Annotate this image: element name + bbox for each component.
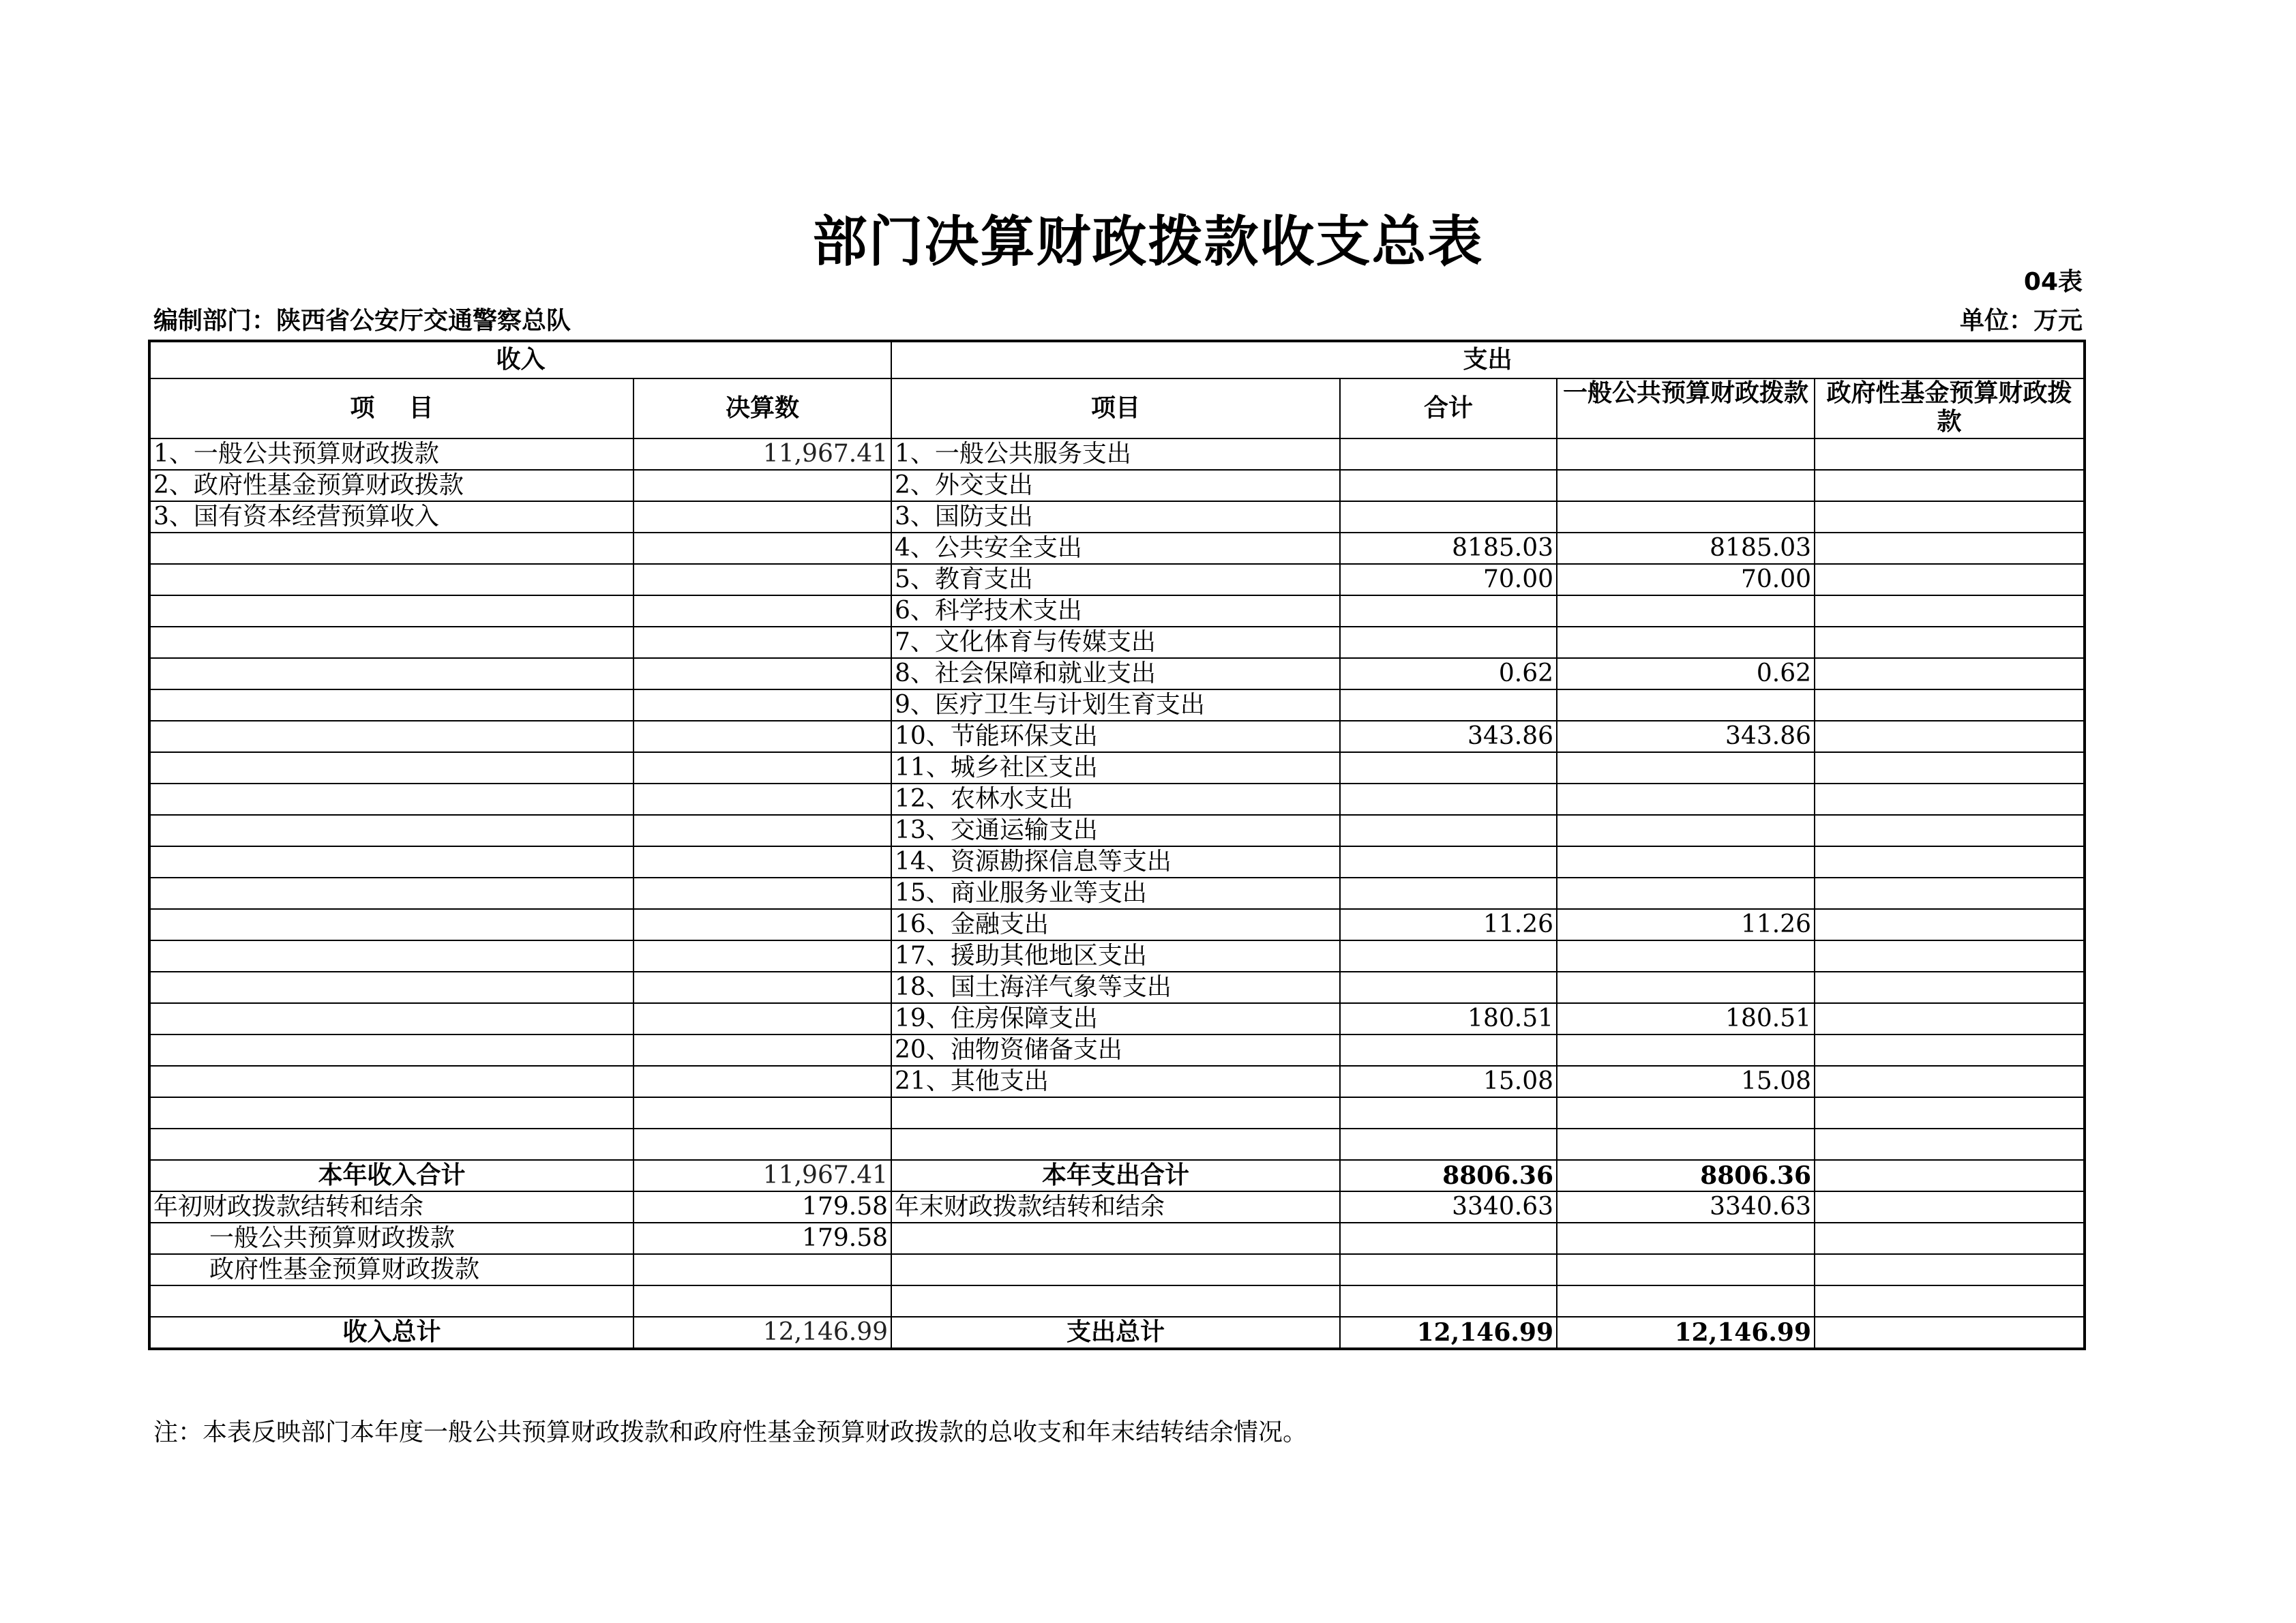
col-header-total: 合计 bbox=[1340, 378, 1557, 438]
income-grand-label: 收入总计 bbox=[149, 1317, 633, 1349]
table-row bbox=[149, 1003, 2085, 1034]
expense-item-fund bbox=[1815, 1034, 2085, 1066]
expense-item-general bbox=[1557, 815, 1815, 846]
expense-item-fund bbox=[1815, 784, 2085, 815]
expense-item-fund bbox=[1815, 689, 2085, 721]
expense-item-label: 14、资源勘探信息等支出 bbox=[891, 846, 1340, 878]
table-row bbox=[149, 689, 2085, 721]
blank bbox=[1557, 1285, 1815, 1317]
expense-total-value: 8806.36 bbox=[1340, 1160, 1557, 1191]
expense-item-total bbox=[1340, 689, 1557, 721]
col-header-general: 一般公共预算财政拨款 bbox=[1557, 378, 1815, 438]
table-row bbox=[149, 752, 2085, 784]
expense-item-general bbox=[1557, 1034, 1815, 1066]
income-item-value bbox=[633, 1066, 891, 1097]
expense-item-fund bbox=[1815, 564, 2085, 595]
expense-item-label: 2、外交支出 bbox=[891, 470, 1340, 501]
expense-item-fund bbox=[1815, 1066, 2085, 1097]
expense-item-total bbox=[1340, 501, 1557, 533]
expense-item-total bbox=[1340, 470, 1557, 501]
blank bbox=[1815, 1285, 2085, 1317]
table-row bbox=[149, 909, 2085, 940]
income-item-label bbox=[149, 627, 633, 658]
expense-item-label bbox=[891, 1129, 1340, 1160]
income-item-value bbox=[633, 595, 891, 627]
unit-label: 单位：万元 bbox=[1959, 307, 2083, 335]
income-item-value bbox=[633, 564, 891, 595]
begin-fund-label: 政府性基金预算财政拨款 bbox=[149, 1254, 633, 1285]
expense-item-general bbox=[1557, 972, 1815, 1003]
summary-row bbox=[149, 1160, 2085, 1191]
table-row bbox=[149, 564, 2085, 595]
income-item-label bbox=[149, 1066, 633, 1097]
income-item-value bbox=[633, 815, 891, 846]
table-row bbox=[149, 721, 2085, 752]
expense-item-label: 5、教育支出 bbox=[891, 564, 1340, 595]
expense-item-label: 4、公共安全支出 bbox=[891, 533, 1340, 564]
income-item-label bbox=[149, 972, 633, 1003]
expense-item-total: 15.08 bbox=[1340, 1066, 1557, 1097]
expense-item-label: 13、交通运输支出 bbox=[891, 815, 1340, 846]
expense-item-fund bbox=[1815, 815, 2085, 846]
income-item-label: 1、一般公共预算财政拨款 bbox=[149, 438, 633, 470]
income-item-label bbox=[149, 595, 633, 627]
blank bbox=[1340, 1223, 1557, 1254]
summary-row bbox=[149, 1223, 2085, 1254]
expense-item-label bbox=[891, 1097, 1340, 1129]
expense-item-fund bbox=[1815, 909, 2085, 940]
end-balance-label: 年末财政拨款结转和结余 bbox=[891, 1191, 1340, 1223]
table-row bbox=[149, 972, 2085, 1003]
budget-table bbox=[148, 340, 2086, 1350]
expense-item-general bbox=[1557, 1097, 1815, 1129]
income-item-value bbox=[633, 1003, 891, 1034]
expense-section-header: 支出 bbox=[891, 341, 2085, 378]
expense-item-general: 180.51 bbox=[1557, 1003, 1815, 1034]
expense-item-fund bbox=[1815, 438, 2085, 470]
expense-item-fund bbox=[1815, 940, 2085, 972]
expense-item-total: 11.26 bbox=[1340, 909, 1557, 940]
expense-grand-fund bbox=[1815, 1317, 2085, 1349]
income-item-value bbox=[633, 721, 891, 752]
expense-total-general: 8806.36 bbox=[1557, 1160, 1815, 1191]
expense-item-total bbox=[1340, 627, 1557, 658]
table-row bbox=[149, 470, 2085, 501]
income-item-value bbox=[633, 501, 891, 533]
income-item-value bbox=[633, 689, 891, 721]
expense-item-general bbox=[1557, 689, 1815, 721]
end-balance-fund bbox=[1815, 1191, 2085, 1223]
income-item-label bbox=[149, 658, 633, 689]
table-row bbox=[149, 1129, 2085, 1160]
expense-item-label: 16、金融支出 bbox=[891, 909, 1340, 940]
expense-item-general: 70.00 bbox=[1557, 564, 1815, 595]
expense-item-total bbox=[1340, 846, 1557, 878]
expense-item-total bbox=[1340, 438, 1557, 470]
col-header-final: 决算数 bbox=[633, 378, 891, 438]
income-item-value bbox=[633, 784, 891, 815]
expense-item-general: 0.62 bbox=[1557, 658, 1815, 689]
table-row bbox=[149, 627, 2085, 658]
summary-row bbox=[149, 1191, 2085, 1223]
income-item-value bbox=[633, 1129, 891, 1160]
begin-balance-label: 年初财政拨款结转和结余 bbox=[149, 1191, 633, 1223]
income-item-label bbox=[149, 1129, 633, 1160]
expense-item-fund bbox=[1815, 501, 2085, 533]
income-item-value bbox=[633, 658, 891, 689]
expense-item-total: 180.51 bbox=[1340, 1003, 1557, 1034]
income-item-value bbox=[633, 878, 891, 909]
table-number: 04表 bbox=[2023, 268, 2083, 296]
income-item-value bbox=[633, 627, 891, 658]
income-item-label bbox=[149, 909, 633, 940]
expense-item-general bbox=[1557, 627, 1815, 658]
table-row bbox=[149, 815, 2085, 846]
income-item-value bbox=[633, 909, 891, 940]
income-item-label bbox=[149, 689, 633, 721]
income-item-label bbox=[149, 784, 633, 815]
income-grand-value: 12,146.99 bbox=[633, 1317, 891, 1349]
department-label: 编制部门：陕西省公安厅交通警察总队 bbox=[153, 307, 571, 335]
expense-item-general: 343.86 bbox=[1557, 721, 1815, 752]
expense-item-general: 8185.03 bbox=[1557, 533, 1815, 564]
expense-item-total bbox=[1340, 752, 1557, 784]
expense-item-label: 3、国防支出 bbox=[891, 501, 1340, 533]
expense-item-label: 6、科学技术支出 bbox=[891, 595, 1340, 627]
expense-item-fund bbox=[1815, 658, 2085, 689]
blank bbox=[149, 1285, 633, 1317]
expense-item-general bbox=[1557, 501, 1815, 533]
income-item-label bbox=[149, 721, 633, 752]
expense-item-label: 21、其他支出 bbox=[891, 1066, 1340, 1097]
income-item-label bbox=[149, 815, 633, 846]
table-row bbox=[149, 1097, 2085, 1129]
expense-item-total: 343.86 bbox=[1340, 721, 1557, 752]
table-row bbox=[149, 438, 2085, 470]
blank bbox=[1340, 1254, 1557, 1285]
income-item-value bbox=[633, 470, 891, 501]
blank bbox=[891, 1223, 1340, 1254]
expense-item-general bbox=[1557, 1129, 1815, 1160]
expense-item-total bbox=[1340, 1097, 1557, 1129]
income-item-value bbox=[633, 533, 891, 564]
expense-item-total bbox=[1340, 595, 1557, 627]
blank bbox=[1815, 1223, 2085, 1254]
blank bbox=[891, 1254, 1340, 1285]
expense-item-fund bbox=[1815, 721, 2085, 752]
table-row bbox=[149, 595, 2085, 627]
income-item-label bbox=[149, 878, 633, 909]
expense-item-fund bbox=[1815, 752, 2085, 784]
table-row bbox=[149, 1034, 2085, 1066]
expense-grand-general: 12,146.99 bbox=[1557, 1317, 1815, 1349]
expense-item-total bbox=[1340, 878, 1557, 909]
expense-item-fund bbox=[1815, 846, 2085, 878]
income-item-label: 2、政府性基金预算财政拨款 bbox=[149, 470, 633, 501]
summary-row bbox=[149, 1317, 2085, 1349]
expense-grand-label: 支出总计 bbox=[891, 1317, 1340, 1349]
income-item-value bbox=[633, 1097, 891, 1129]
expense-item-fund bbox=[1815, 595, 2085, 627]
expense-item-fund bbox=[1815, 972, 2085, 1003]
expense-item-label: 11、城乡社区支出 bbox=[891, 752, 1340, 784]
expense-item-total bbox=[1340, 972, 1557, 1003]
begin-fund-value bbox=[633, 1254, 891, 1285]
income-item-label bbox=[149, 940, 633, 972]
expense-item-general bbox=[1557, 846, 1815, 878]
col-header-exp-item: 项目 bbox=[891, 378, 1340, 438]
expense-item-fund bbox=[1815, 878, 2085, 909]
income-section-header: 收入 bbox=[149, 341, 891, 378]
expense-item-label: 8、社会保障和就业支出 bbox=[891, 658, 1340, 689]
income-item-value bbox=[633, 940, 891, 972]
blank bbox=[1340, 1285, 1557, 1317]
expense-item-fund bbox=[1815, 470, 2085, 501]
expense-item-fund bbox=[1815, 1129, 2085, 1160]
expense-item-total bbox=[1340, 815, 1557, 846]
expense-item-label: 7、文化体育与传媒支出 bbox=[891, 627, 1340, 658]
blank bbox=[1815, 1254, 2085, 1285]
income-item-label bbox=[149, 846, 633, 878]
expense-item-label: 9、医疗卫生与计划生育支出 bbox=[891, 689, 1340, 721]
begin-general-label: 一般公共预算财政拨款 bbox=[149, 1223, 633, 1254]
income-item-value bbox=[633, 846, 891, 878]
expense-item-fund bbox=[1815, 627, 2085, 658]
income-item-value bbox=[633, 972, 891, 1003]
expense-item-total: 0.62 bbox=[1340, 658, 1557, 689]
expense-item-label: 15、商业服务业等支出 bbox=[891, 878, 1340, 909]
end-balance-total: 3340.63 bbox=[1340, 1191, 1557, 1223]
expense-item-fund bbox=[1815, 1003, 2085, 1034]
table-row bbox=[149, 784, 2085, 815]
expense-item-general bbox=[1557, 470, 1815, 501]
expense-item-general bbox=[1557, 438, 1815, 470]
income-item-label bbox=[149, 752, 633, 784]
end-balance-general: 3340.63 bbox=[1557, 1191, 1815, 1223]
income-item-label bbox=[149, 1034, 633, 1066]
expense-item-general bbox=[1557, 878, 1815, 909]
income-item-value: 11,967.41 bbox=[633, 438, 891, 470]
expense-item-label: 1、一般公共服务支出 bbox=[891, 438, 1340, 470]
expense-item-label: 10、节能环保支出 bbox=[891, 721, 1340, 752]
income-total-value: 11,967.41 bbox=[633, 1160, 891, 1191]
blank bbox=[1557, 1254, 1815, 1285]
expense-grand-value: 12,146.99 bbox=[1340, 1317, 1557, 1349]
footnote: 注：本表反映部门本年度一般公共预算财政拨款和政府性基金预算财政拨款的总收支和年末结转结余情况。 bbox=[153, 1418, 1308, 1446]
page-title: 部门决算财政拨款收支总表 bbox=[812, 210, 1484, 273]
summary-row bbox=[149, 1285, 2085, 1317]
expense-item-label: 18、国土海洋气象等支出 bbox=[891, 972, 1340, 1003]
table-row bbox=[149, 501, 2085, 533]
begin-general-value: 179.58 bbox=[633, 1223, 891, 1254]
summary-row bbox=[149, 1254, 2085, 1285]
expense-item-general: 15.08 bbox=[1557, 1066, 1815, 1097]
expense-item-fund bbox=[1815, 1097, 2085, 1129]
expense-total-fund bbox=[1815, 1160, 2085, 1191]
expense-item-total bbox=[1340, 1034, 1557, 1066]
expense-item-label: 19、住房保障支出 bbox=[891, 1003, 1340, 1034]
col-header-fund: 政府性基金预算财政拨款 bbox=[1815, 378, 2085, 438]
table-row bbox=[149, 533, 2085, 564]
expense-item-general: 11.26 bbox=[1557, 909, 1815, 940]
expense-item-total: 8185.03 bbox=[1340, 533, 1557, 564]
income-item-value bbox=[633, 1034, 891, 1066]
expense-item-total bbox=[1340, 940, 1557, 972]
table-row bbox=[149, 846, 2085, 878]
table-row bbox=[149, 658, 2085, 689]
expense-item-general bbox=[1557, 784, 1815, 815]
income-total-label: 本年收入合计 bbox=[149, 1160, 633, 1191]
expense-item-fund bbox=[1815, 533, 2085, 564]
expense-item-label: 17、援助其他地区支出 bbox=[891, 940, 1340, 972]
income-item-label: 3、国有资本经营预算收入 bbox=[149, 501, 633, 533]
income-item-label bbox=[149, 533, 633, 564]
expense-item-total bbox=[1340, 784, 1557, 815]
blank bbox=[891, 1285, 1340, 1317]
expense-item-label: 12、农林水支出 bbox=[891, 784, 1340, 815]
expense-item-total bbox=[1340, 1129, 1557, 1160]
expense-item-general bbox=[1557, 752, 1815, 784]
blank bbox=[1557, 1223, 1815, 1254]
blank bbox=[633, 1285, 891, 1317]
income-item-value bbox=[633, 752, 891, 784]
table-row bbox=[149, 940, 2085, 972]
table-row bbox=[149, 878, 2085, 909]
table-row bbox=[149, 1066, 2085, 1097]
col-header-item: 项 目 bbox=[149, 378, 633, 438]
income-item-label bbox=[149, 1097, 633, 1129]
expense-item-general bbox=[1557, 940, 1815, 972]
expense-item-general bbox=[1557, 595, 1815, 627]
expense-total-label: 本年支出合计 bbox=[891, 1160, 1340, 1191]
expense-item-total: 70.00 bbox=[1340, 564, 1557, 595]
income-item-label bbox=[149, 564, 633, 595]
income-item-label bbox=[149, 1003, 633, 1034]
begin-balance-value: 179.58 bbox=[633, 1191, 891, 1223]
expense-item-label: 20、油物资储备支出 bbox=[891, 1034, 1340, 1066]
